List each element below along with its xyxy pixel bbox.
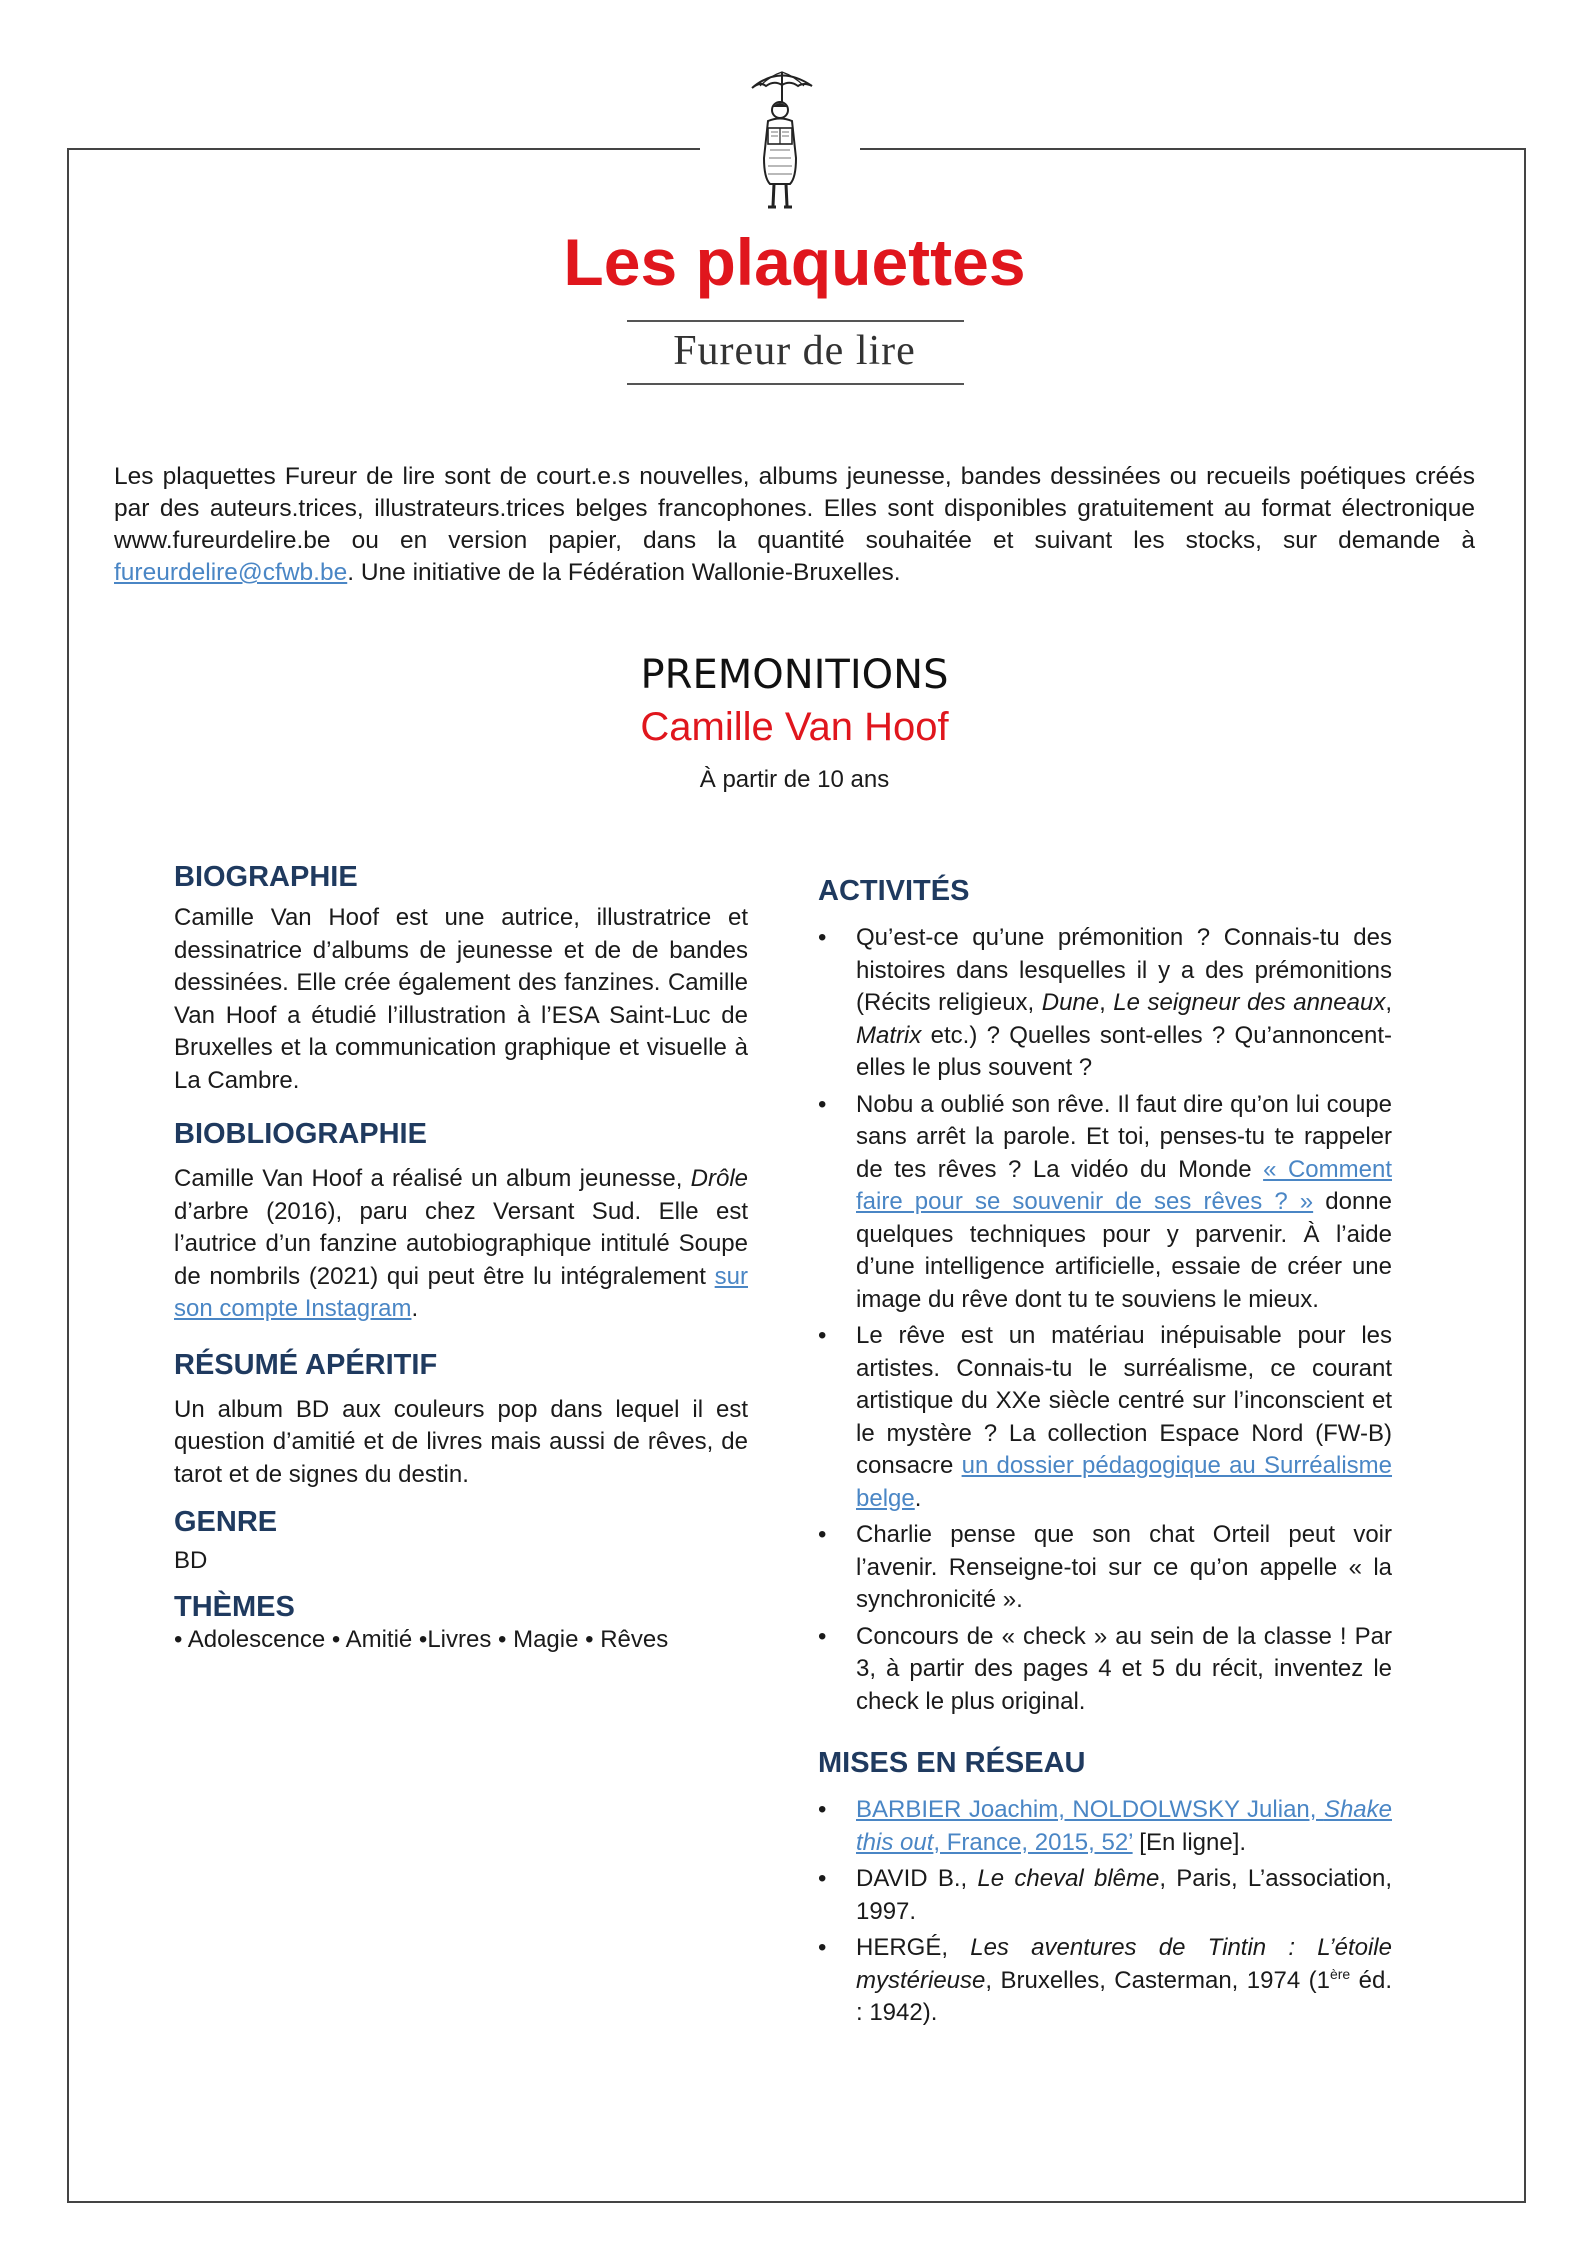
network-text: éd. : 1942). <box>856 1966 1392 2026</box>
title-rule-bottom <box>627 383 964 385</box>
left-column <box>174 858 748 1656</box>
activity-item <box>818 1320 1392 1515</box>
network-item <box>818 1794 1392 1859</box>
summary-heading: RÉSUMÉ APÉRITIF <box>174 1348 438 1381</box>
bibliography-text-part: . <box>411 1295 419 1322</box>
genre-value: BD <box>174 1547 208 1574</box>
activity-item <box>818 922 1392 1085</box>
activities-list <box>818 922 1392 1718</box>
activity-text: Le rêve est un matériau inépuisable pour les artistes. Connais-tu le surréalisme, ce courant artistique du XXe siècle centré sur l’inconscient et le mystère ? La collection Espace Nord (FW-B) consacre <box>856 1322 1392 1479</box>
network-item <box>818 1932 1392 2030</box>
network-text: [En ligne]. <box>1132 1828 1247 1856</box>
brand-subtitle: Fureur de lire <box>673 328 916 374</box>
activity-italic: Dune <box>1041 989 1100 1016</box>
network-list <box>818 1794 1392 2030</box>
book-author: Camille Van Hoof <box>640 705 949 749</box>
intro-text-end: . Une initiative de la Fédération Wallonie-Bruxelles. <box>347 559 901 586</box>
instagram-link[interactable]: sur son compte Instagram <box>174 1262 748 1322</box>
bibliography-text-part: Camille Van Hoof a réalisé un album jeunesse, <box>174 1165 691 1192</box>
bibliography-italic: Drôle <box>690 1165 748 1192</box>
intro-text: Les plaquettes Fureur de lire sont de court.e.s nouvelles, albums jeunesse, bandes dessinées ou recueils poétiques créés par des auteurs.trices, illustrateurs.trices belges francophones. Elles sont disponibles gratuitement au format électronique www.fureurdelire.be ou en version papier, dans la quantité souhaitée et suivant les stocks, sur demande à <box>114 463 1475 554</box>
activities-heading: ACTIVITÉS <box>818 875 970 907</box>
summary-text: Un album BD aux couleurs pop dans lequel il est question d’amitié et de livres mais aussi de rêves, de tarot et de signes du destin. <box>174 1395 748 1488</box>
activity-item: • Concours de « check » au sein de la classe ! Par 3, à partir des pages 4 et 5 du récit, inventez le check le plus original. <box>818 1621 1392 1719</box>
email-link[interactable]: fureurdelire@cfwb.be <box>114 559 348 586</box>
activity-text: , <box>1099 989 1114 1016</box>
network-item <box>818 1863 1392 1928</box>
network-italic: Les aventures de Tintin : L’étoile mystérieuse <box>856 1934 1392 1994</box>
network-italic: Le cheval blême <box>977 1865 1160 1892</box>
network-link-text: BARBIER Joachim, NOLDOLWSKY Julian, <box>856 1796 1324 1823</box>
title-rule-top <box>627 320 964 322</box>
dream-video-link[interactable]: « Comment faire pour se souvenir de ses rêves ? » <box>856 1155 1392 1215</box>
activity-item <box>818 1089 1392 1317</box>
biography-text: Camille Van Hoof est une autrice, illustratrice et dessinatrice d’albums de jeunesse et de de bandes dessinées. Elle crée également des fanzines. Camille Van Hoof a étudié l’illustration à l’ESA Saint-Luc de Bruxelles et la communication graphique et visuelle à La Cambre. <box>174 904 748 1094</box>
umbrella-reader-icon <box>700 66 860 216</box>
right-column <box>818 872 1392 2030</box>
activity-item: • Charlie pense que son chat Orteil peut voir l’avenir. Renseigne-toi sur ce qu’on appelle « la synchronicité ». <box>818 1519 1392 1617</box>
network-link-text: , France, 2015, 52’ <box>933 1828 1133 1856</box>
network-text: , Bruxelles, Casterman, 1974 (1 <box>985 1966 1330 1994</box>
shake-this-out-link[interactable] <box>856 1796 1392 1856</box>
surrealism-dossier-link[interactable]: un dossier pédagogique au Surréalisme belge <box>856 1452 1392 1512</box>
themes-value: • Adolescence • Amitié •Livres • Magie • Rêves <box>174 1625 669 1653</box>
network-link-italic: Shake this out <box>856 1796 1392 1856</box>
activity-italic: Le seigneur des anneaux <box>1113 989 1386 1016</box>
network-superscript: ère <box>1329 1965 1351 1982</box>
intro-paragraph <box>114 461 1475 589</box>
genre-heading: GENRE <box>174 1506 278 1538</box>
brand-title: Les plaquettes <box>563 225 1026 299</box>
biography-heading: BIOGRAPHIE <box>174 861 358 893</box>
reader-umbrella-logo <box>700 66 860 216</box>
network-heading: MISES EN RÉSEAU <box>818 1747 1086 1779</box>
bibliography-text-part: d’arbre (2016), paru chez Versant Sud. Elle est l’autrice d’un fanzine autobiographique intitulé Soupe de nombrils (2021) qui peut être lu intégralement <box>174 1197 748 1290</box>
network-text: DAVID B., <box>856 1865 978 1892</box>
book-age: À partir de 10 ans <box>699 766 890 793</box>
activity-text: etc.) ? Quelles sont-elles ? Qu’annoncent-elles le plus souvent ? <box>856 1021 1392 1081</box>
activity-text: Nobu a oublié son rêve. Il faut dire qu’on lui coupe sans arrêt la parole. Et toi, penses-tu te rappeler de tes rêves ? La vidéo du Monde <box>856 1090 1392 1183</box>
activity-text: . <box>914 1484 922 1512</box>
activity-text: donne quelques techniques pour y parvenir. À l’aide d’une intelligence artificielle, essaie de créer une image du rêve dont tu te souviens le mieux. <box>856 1188 1392 1313</box>
activity-text: Qu’est-ce qu’une prémonition ? Connais-tu des histoires dans lesquelles il y a des prémonitions (Récits religieux, <box>856 924 1392 1016</box>
network-text: HERGÉ, <box>856 1934 971 1961</box>
network-text: , Paris, L’association, 1997. <box>856 1865 1392 1925</box>
bibliography-text <box>174 1163 748 1326</box>
activity-text: , <box>1385 989 1392 1016</box>
activity-italic: Matrix <box>856 1021 922 1049</box>
bibliography-heading: BIOBLIOGRAPHIE <box>174 1118 427 1150</box>
book-title: PREMONITIONS <box>640 652 949 698</box>
themes-heading: THÈMES <box>174 1590 295 1623</box>
